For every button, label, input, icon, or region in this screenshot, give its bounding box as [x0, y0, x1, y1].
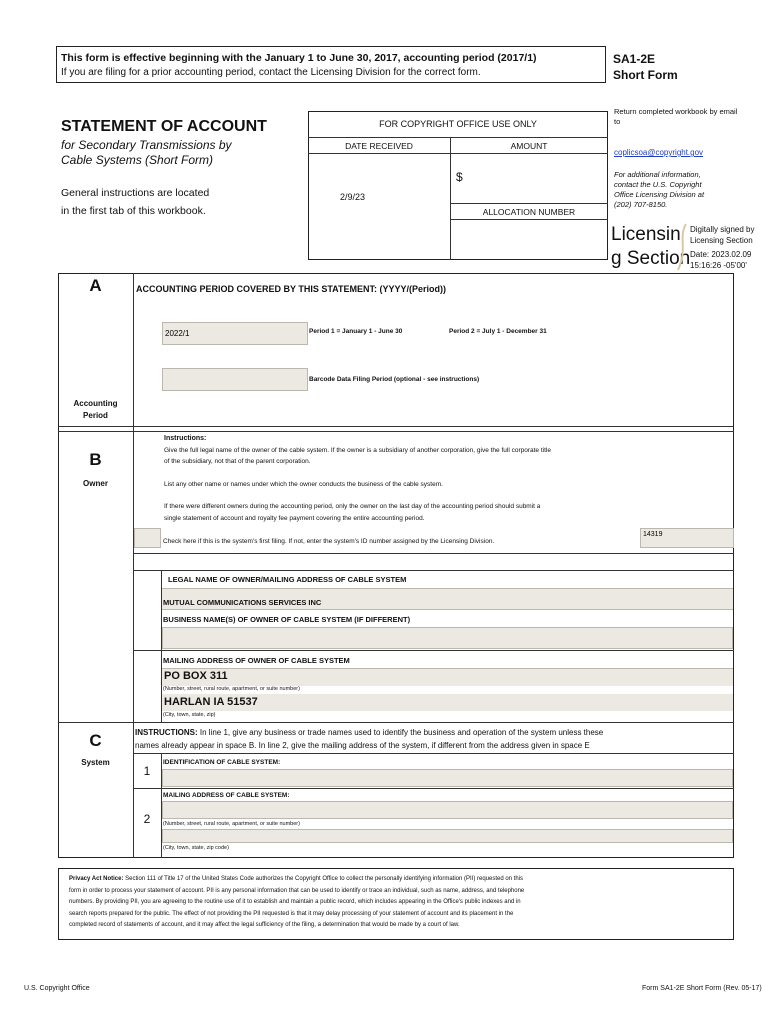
- digital-signature-line-4: 15:16:26 -05'00': [690, 261, 747, 270]
- privacy-notice-line-5: completed record of statements of account, and it may affect the legal sufficiency of the filing, a determination that would be made by a court of law.: [69, 922, 460, 928]
- space-a-letter: A: [89, 276, 102, 295]
- space-b-divider-3: [133, 650, 734, 651]
- space-b-side-label: Owner: [83, 479, 108, 488]
- privacy-notice-line-2: form in order to process your statement of account. PII is any personal information that can be used to identify or trace an individual, such as name, address, and telephone: [69, 888, 525, 894]
- privacy-notice-bold: Privacy Act Notice:: [69, 876, 124, 882]
- office-use-divider-2: [308, 153, 608, 154]
- page-title: STATEMENT OF ACCOUNT: [61, 118, 267, 135]
- space-c-instructions: [135, 728, 603, 737]
- mailing-street-value: PO BOX 311: [164, 670, 228, 682]
- space-a-side-label-2: Period: [83, 411, 108, 420]
- period-1-text: Period 1 = January 1 - June 30: [309, 328, 403, 335]
- mailing-street-field[interactable]: [162, 668, 733, 686]
- space-b-instruction-1b: of the subsidiary, not that of the parent corporation.: [164, 458, 311, 465]
- accounting-period-input[interactable]: [162, 322, 308, 345]
- contact-info-2: contact the U.S. Copyright: [614, 180, 702, 189]
- space-c-side-label: System: [81, 758, 110, 767]
- general-instructions-2: in the first tab of this workbook.: [61, 205, 206, 217]
- digital-signature-line-1: Digitally signed by: [690, 225, 755, 234]
- office-use-divider: [308, 137, 608, 138]
- contact-info-1: For additional information,: [614, 170, 701, 179]
- space-b-letter: B: [89, 450, 102, 469]
- office-use-heading: FOR COPYRIGHT OFFICE USE ONLY: [379, 119, 537, 129]
- system-identification-input[interactable]: [162, 769, 733, 787]
- space-b-instruction-1a: Give the full legal name of the owner of the cable system. If the owner is a subsidiary of another corporation, give the full corporate title: [164, 447, 551, 454]
- privacy-notice-line-4: search reports prepared for the public. The effect of not providing the PII requested is that it may delay processing of your statement of account and its placement in the: [69, 911, 514, 917]
- signature-name-2: g Section: [611, 248, 691, 269]
- mailing-city-value: HARLAN IA 51537: [164, 696, 258, 708]
- legal-name-value: MUTUAL COMMUNICATIONS SERVICES INC: [163, 598, 322, 607]
- allocation-number-label: ALLOCATION NUMBER: [482, 207, 576, 217]
- space-b-divider-1: [133, 553, 734, 554]
- office-use-column-divider: [450, 137, 451, 260]
- contact-info-4: (202) 707-8150.: [614, 200, 668, 209]
- general-instructions-1: General instructions are located: [61, 187, 210, 199]
- business-name-input[interactable]: [162, 627, 733, 649]
- date-received-label: DATE RECEIVED: [345, 141, 413, 151]
- barcode-period-input[interactable]: [162, 368, 308, 391]
- footer-left: U.S. Copyright Office: [24, 985, 90, 992]
- line-1-number: 1: [143, 764, 151, 778]
- barcode-period-label: Barcode Data Filing Period (optional - see instructions): [309, 376, 480, 383]
- prior-period-line: If you are filing for a prior accounting period, contact the Licensing Division for the correct form.: [61, 67, 481, 78]
- subtitle-line-1: for Secondary Transmissions by: [61, 138, 232, 152]
- form-name: Short Form: [613, 68, 678, 82]
- first-filing-checkbox[interactable]: [134, 528, 161, 548]
- system-mailing-street-input[interactable]: [162, 801, 733, 819]
- space-b-instruction-3a: If there were different owners during the accounting period, only the owner on the last day of the accounting period should submit a: [164, 503, 541, 510]
- mailing-address-label: MAILING ADDRESS OF OWNER OF CABLE SYSTEM: [163, 656, 350, 665]
- digital-signature-line-2: Licensing Section: [690, 236, 753, 245]
- space-a-side-label-1: Accounting: [73, 399, 118, 408]
- period-2-text: Period 2 = July 1 - December 31: [449, 328, 547, 335]
- form-code: SA1-2E: [613, 52, 656, 66]
- office-use-box: [308, 111, 608, 260]
- space-b-divider-2: [133, 570, 734, 571]
- contact-info-3: Office Licensing Division at: [614, 190, 705, 199]
- system-mailing-city-input[interactable]: [162, 829, 733, 843]
- business-name-label: BUSINESS NAME(S) OF OWNER OF CABLE SYSTEM (IF DIFFERENT): [163, 615, 411, 624]
- subtitle-line-2: Cable Systems (Short Form): [61, 153, 214, 167]
- amount-symbol: $: [456, 170, 463, 184]
- space-c-instructions-text: In line 1, give any business or trade names used to identify the business and operation of the system unless these: [197, 728, 604, 737]
- space-c-instructions-bold: INSTRUCTIONS:: [135, 728, 198, 737]
- allocation-divider-bottom: [450, 219, 608, 220]
- digital-signature-line-3: Date: 2023.02.09: [690, 250, 752, 259]
- line-2-label: MAILING ADDRESS OF CABLE SYSTEM:: [163, 792, 290, 799]
- street-hint: (Number, street, rural route, apartment, or suite number): [163, 686, 300, 692]
- space-a-heading: ACCOUNTING PERIOD COVERED BY THIS STATEMENT: (YYYY/(Period)): [136, 284, 447, 294]
- space-c-letter: C: [89, 731, 102, 750]
- first-filing-text: Check here if this is the system's first filing. If not, enter the system's ID number assigned by the Licensing Division.: [163, 538, 495, 545]
- system-city-hint: (City, town, state, zip code): [163, 845, 229, 851]
- amount-label: AMOUNT: [510, 141, 548, 151]
- space-c-divider-1: [133, 753, 734, 754]
- line-2-number: 2: [143, 812, 151, 826]
- space-b-instructions-heading: Instructions:: [164, 435, 207, 442]
- space-b-instruction-3b: single statement of account and royalty fee payment covering the entire accounting period.: [164, 515, 425, 522]
- system-id-input[interactable]: [640, 528, 734, 548]
- space-c-instructions-2: names already appear in space B. In line 2, give the mailing address of the system, if different from the address given in space E: [135, 741, 590, 750]
- space-c-divider-2: [133, 788, 734, 789]
- space-b-instruction-2: List any other name or names under which the owner conducts the business of the cable system.: [164, 481, 443, 488]
- space-a-bottom-divider-2: [58, 431, 734, 432]
- signature-name-1: Licensin: [611, 224, 681, 245]
- line-1-label: IDENTIFICATION OF CABLE SYSTEM:: [163, 759, 281, 766]
- effective-line: This form is effective beginning with the January 1 to June 30, 2017, accounting period (2017/1): [61, 52, 537, 64]
- system-street-hint: (Number, street, rural route, apartment, or suite number): [163, 821, 300, 827]
- privacy-notice-text-1: Section 111 of Title 17 of the United States Code authorizes the Copyright Office to collect the personally identifying information (PII) requested on this: [123, 876, 524, 882]
- return-instructions: Return completed workbook by email to: [614, 107, 738, 126]
- space-a-bottom-divider: [58, 426, 734, 427]
- space-b-bottom-divider: [58, 722, 734, 723]
- allocation-divider-top: [450, 203, 608, 204]
- footer-right: Form SA1-2E Short Form (Rev. 05-17): [642, 985, 762, 992]
- privacy-notice-line-3: numbers. By providing PII, you are agreeing to the routine use of it to establish and maintain a public record, which includes appearing in the Office's public indexes and in: [69, 899, 521, 905]
- date-received-value: 2/9/23: [340, 192, 366, 202]
- legal-name-label: LEGAL NAME OF OWNER/MAILING ADDRESS OF CABLE SYSTEM: [168, 575, 407, 584]
- privacy-notice-line-1: [69, 876, 523, 882]
- email-link[interactable]: coplicsoa@copyright.gov: [614, 148, 704, 157]
- city-hint: (City, town, state, zip): [163, 712, 216, 718]
- signature-flourish-icon: [672, 222, 692, 272]
